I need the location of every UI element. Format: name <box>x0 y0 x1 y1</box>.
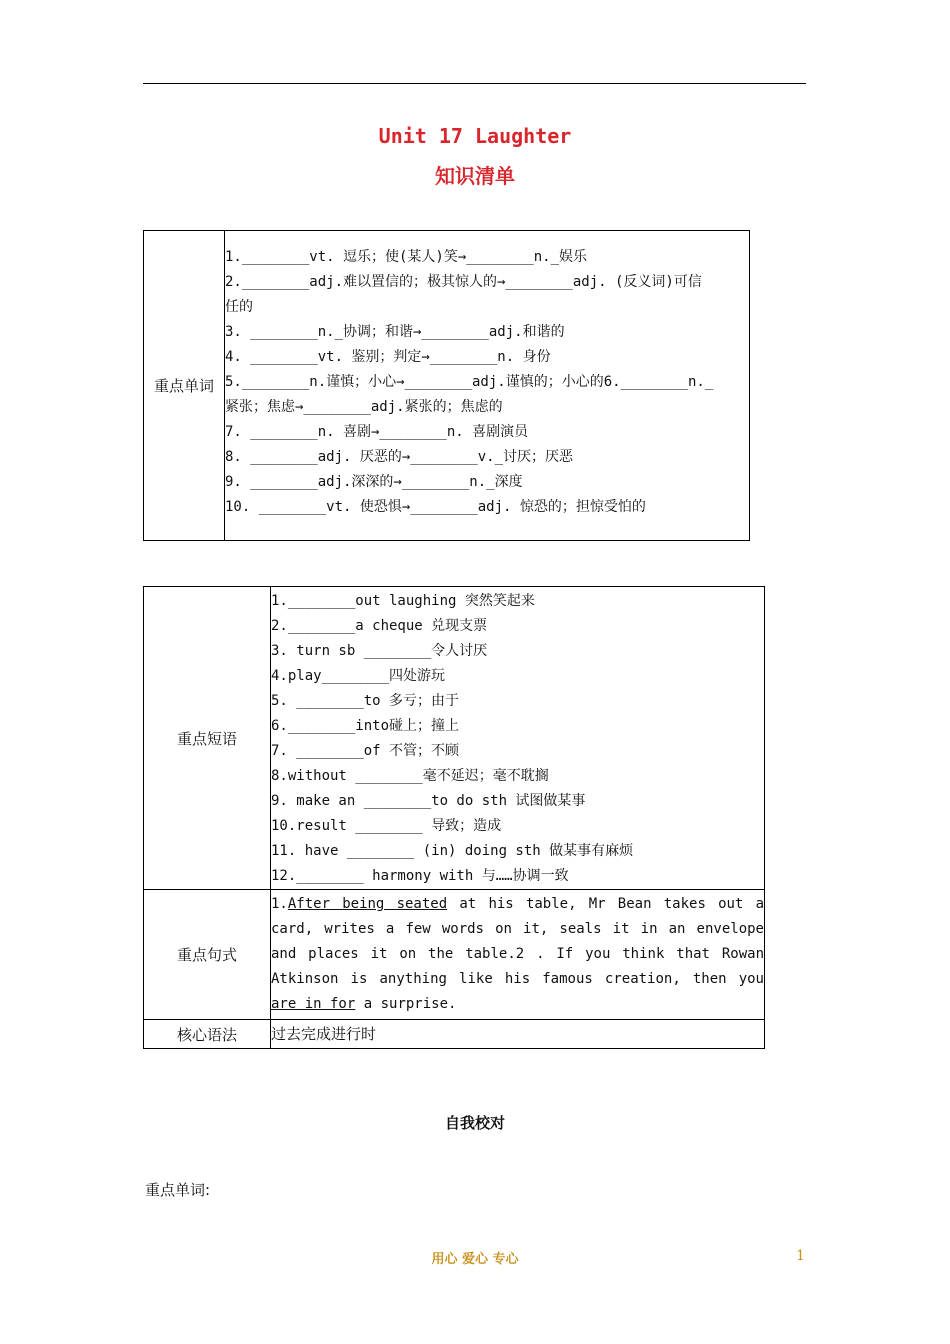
phrase-line: 11. have ________ (in) doing sth 做某事有麻烦 <box>271 843 634 859</box>
vocab-line: 10. ________vt. 使恐惧→________adj. 惊恐的；担惊受怕的 <box>225 499 646 515</box>
sentence-key-phrase: are in for <box>271 996 356 1012</box>
vocab-line: 5.________n.谨慎；小心→________adj.谨慎的；小心的6.________n._ <box>225 374 714 390</box>
unit-title: Unit 17 Laughter <box>378 124 572 148</box>
phrase-line: 8.without ________毫不延迟；毫不耽搁 <box>271 768 549 784</box>
vocab-line: 8. ________adj. 厌恶的→________v._讨厌；厌恶 <box>225 449 574 465</box>
vocab-table <box>143 230 750 541</box>
sentences-label: 重点句式 <box>144 890 271 1020</box>
vocab-line: 4. ________vt. 鉴别；判定→________n. 身份 <box>225 349 551 365</box>
sentences-cell <box>271 890 765 1020</box>
self-check-heading: 自我校对 <box>444 1114 505 1132</box>
vocab-label: 重点单词 <box>144 231 225 541</box>
sentence-key-phrase: After being seated <box>287 896 448 912</box>
phrase-line: 12.________ harmony with 与……协调一致 <box>271 868 569 884</box>
sentence-text: at his table, Mr Bean takes out a card, writes a few words on it, seals it in an envelope and places it on the table.2 . If you think that Rowan Atkinson is anything like his famous creation, then you <box>271 896 765 987</box>
grammar-value: 过去完成进行时 <box>271 1020 765 1049</box>
vocab-line: 9. ________adj.深深的→________n._深度 <box>225 474 523 490</box>
vocab-line: 3. ________n._协调；和谐→________adj.和谐的 <box>225 324 565 340</box>
phrase-line: 7. ________of 不管；不顾 <box>271 743 460 759</box>
vocab-line: 任的 <box>225 299 253 315</box>
phrase-line: 2.________a cheque 兑现支票 <box>271 618 488 634</box>
vocab-line: 1.________vt. 逗乐；使(某人)笑→________n._娱乐 <box>225 249 588 265</box>
phrase-line: 3. turn sb ________令人讨厌 <box>271 643 488 659</box>
sentence-text: a surprise. <box>355 996 457 1012</box>
vocab-line: 紧张；焦虑→________adj.紧张的；焦虑的 <box>225 399 503 415</box>
phrase-line: 6.________into碰上；撞上 <box>271 718 460 734</box>
page-number: 1 <box>796 1248 805 1264</box>
footer-motto: 用心 爱心 专心 <box>431 1252 519 1267</box>
header-rule <box>143 83 806 84</box>
vocab-line: 2.________adj.难以置信的；极其惊人的→________adj. (反义词)可信 <box>225 274 702 290</box>
phrase-line: 4.play________四处游玩 <box>271 668 446 684</box>
vocab-answers-heading: 重点单词: <box>145 1181 211 1199</box>
phrase-line: 10.result ________ 导致；造成 <box>271 818 502 834</box>
phrase-line: 1.________out laughing 突然笑起来 <box>271 593 535 609</box>
phrases-cell <box>271 587 765 890</box>
phrases-label: 重点短语 <box>144 587 271 890</box>
phrases-table <box>143 586 765 1049</box>
section-title: 知识清单 <box>435 164 515 188</box>
vocab-line: 7. ________n. 喜剧→________n. 喜剧演员 <box>225 424 529 440</box>
sentence-number: 1. <box>271 896 288 912</box>
phrase-line: 9. make an ________to do sth 试图做某事 <box>271 793 586 809</box>
grammar-label: 核心语法 <box>144 1020 271 1049</box>
vocab-cell <box>225 231 750 541</box>
phrase-line: 5. ________to 多亏；由于 <box>271 693 460 709</box>
